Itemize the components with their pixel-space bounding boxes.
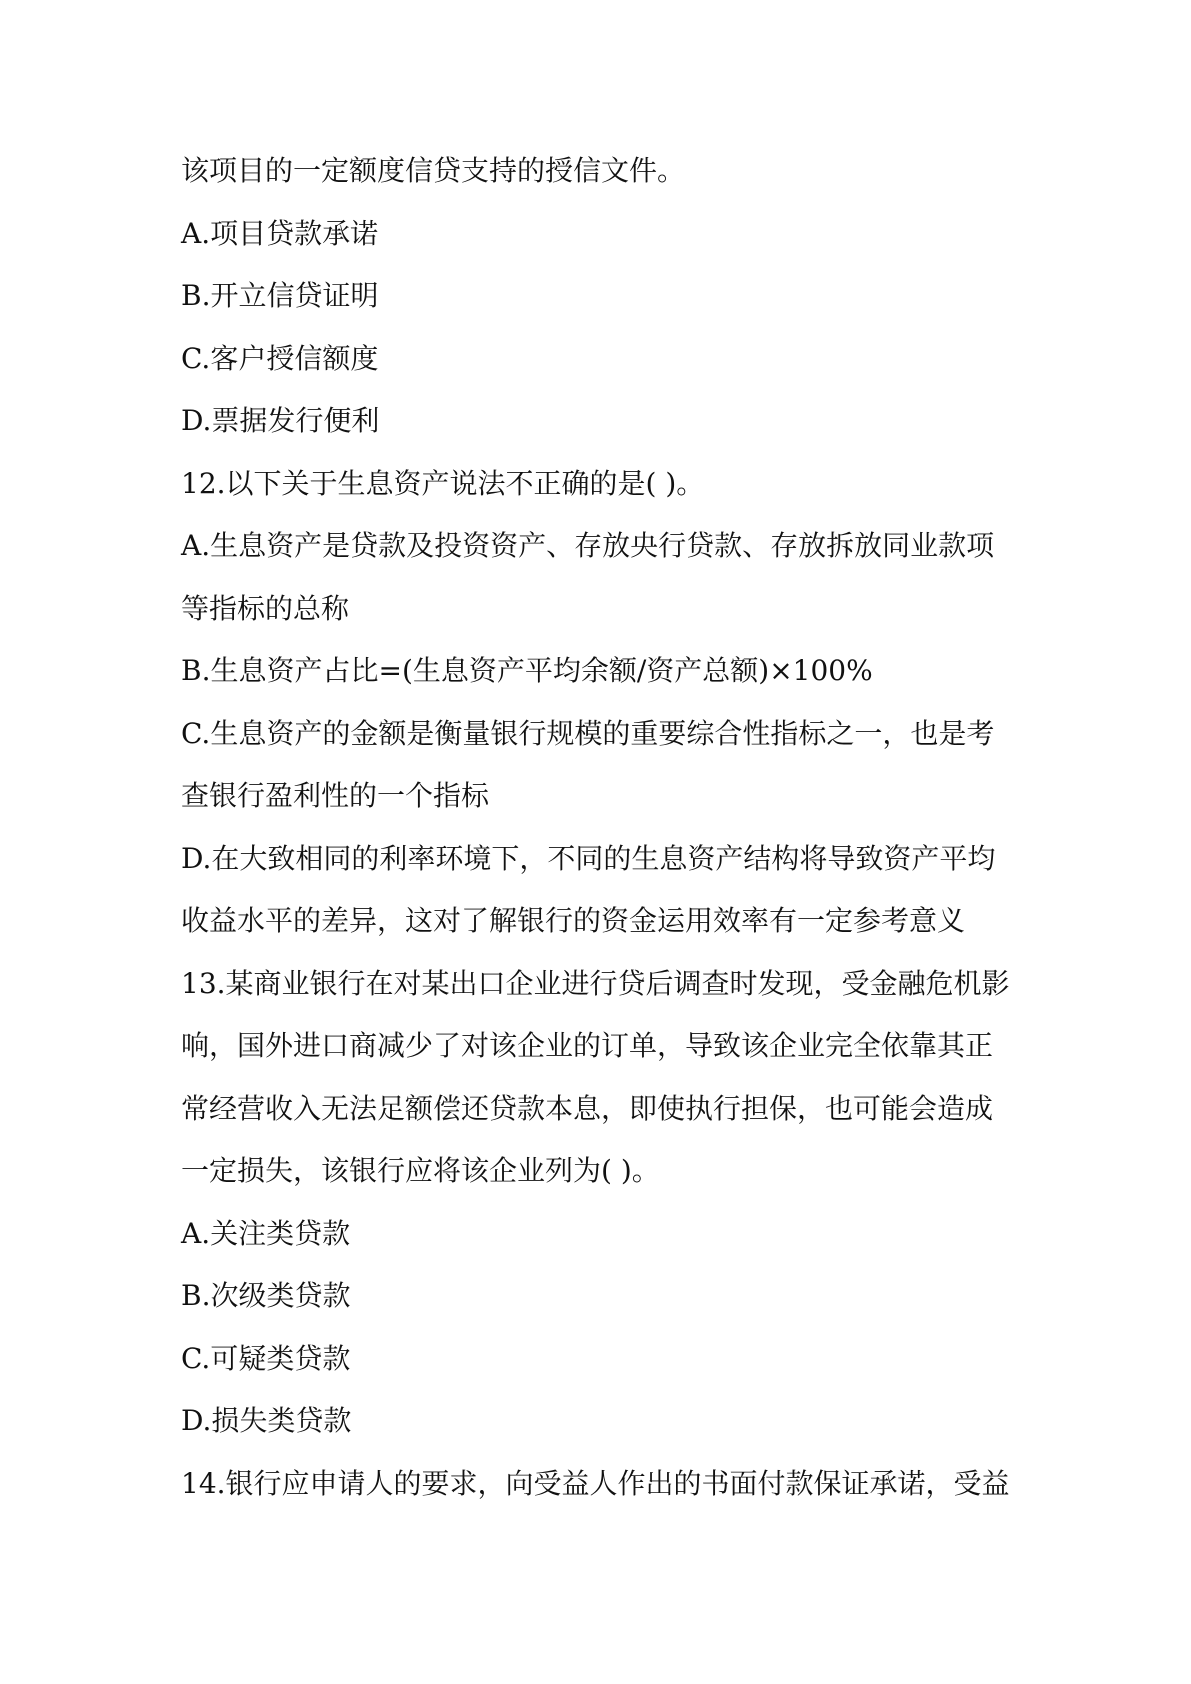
- q12-option-c-cont: 查银行盈利性的一个指标: [181, 779, 490, 812]
- q13-option-b: B.次级类贷款: [181, 1279, 351, 1312]
- q12-option-a-cont: 等指标的总称: [181, 591, 350, 625]
- q12-option-b: B.生息资产占比=(生息资产平均余额/资产总额)×100%: [181, 654, 873, 687]
- q12-option-c: C.生息资产的金额是衡量银行规模的重要综合性指标之一，也是考: [181, 716, 995, 750]
- q11-option-d: D.票据发行便利: [181, 404, 380, 437]
- q11-option-b: B.开立信贷证明: [181, 279, 379, 312]
- q13-option-d: D.损失类贷款: [181, 1404, 352, 1437]
- q13-stem: 13.某商业银行在对某出口企业进行贷后调查时发现，受金融危机影: [181, 966, 1010, 1000]
- q13-stem-cont: 响，国外进口商减少了对该企业的订单，导致该企业完全依靠其正: [181, 1029, 994, 1062]
- q12-option-a: A.生息资产是贷款及投资资产、存放央行贷款、存放拆放同业款项: [181, 529, 995, 562]
- q11-option-c: C.客户授信额度: [181, 341, 379, 375]
- q13-stem-cont: 常经营收入无法足额偿还贷款本息，即使执行担保，也可能会造成: [181, 1091, 994, 1125]
- q11-option-a: A.项目贷款承诺: [181, 216, 379, 250]
- q12-stem: 12.以下关于生息资产说法不正确的是( )。: [181, 466, 705, 500]
- q13-stem-cont: 一定损失，该银行应将该企业列为( )。: [181, 1154, 660, 1187]
- q13-option-c: C.可疑类贷款: [181, 1341, 351, 1375]
- q12-option-d: D.在大致相同的利率环境下，不同的生息资产结构将导致资产平均: [181, 841, 996, 875]
- text-line: 该项目的一定额度信贷支持的授信文件。: [181, 154, 686, 187]
- q13-option-a: A.关注类贷款: [181, 1216, 351, 1250]
- q14-stem: 14.银行应申请人的要求，向受益人作出的书面付款保证承诺，受益: [181, 1466, 1010, 1500]
- q12-option-d-cont: 收益水平的差异，这对了解银行的资金运用效率有一定参考意义: [181, 904, 966, 937]
- document-body: [181, 140, 1021, 1515]
